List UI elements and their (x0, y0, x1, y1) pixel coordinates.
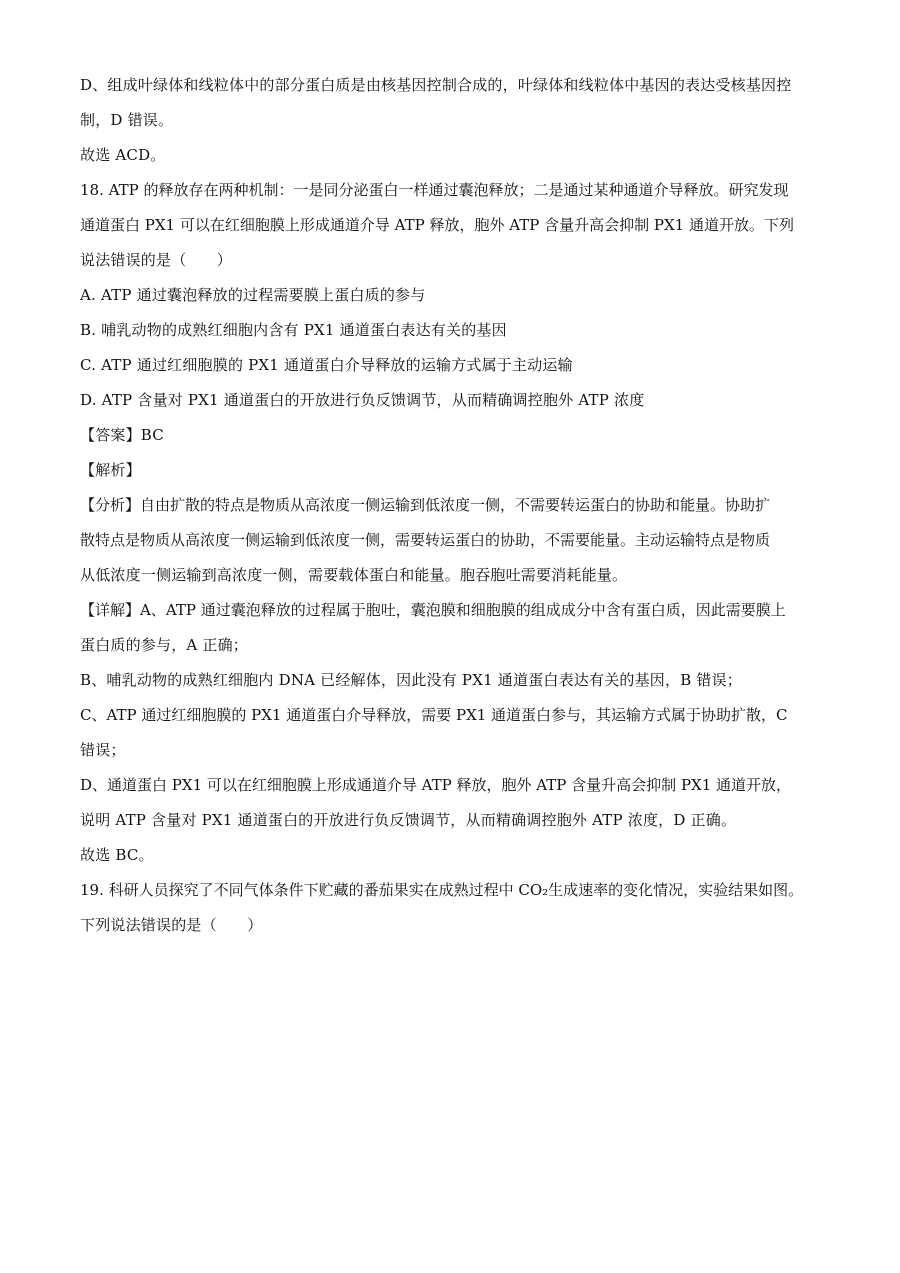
q18-xiangjie-a-line2: 蛋白质的参与，A 正确； (80, 636, 249, 654)
q18-xiangjie-d-line1: D、通道蛋白 PX1 可以在红细胞膜上形成通道介导 ATP 释放，胞外 ATP 含量升高会抑制 PX1 通道开放， (80, 776, 792, 794)
prev-option-d-line1: D、组成叶绿体和线粒体中的部分蛋白质是由核基因控制合成的，叶绿体和线粒体中基因的表达受核基因控 (80, 76, 792, 94)
q18-fenxi-line1: 【分析】自由扩散的特点是物质从高浓度一侧运输到低浓度一侧，不需要转运蛋白的协助和能量。协助扩 (80, 496, 771, 514)
document-page (80, 68, 840, 1263)
q18-conclusion: 故选 BC。 (80, 846, 154, 864)
q18-fenxi-line2: 散特点是物质从高浓度一侧运输到低浓度一侧，需要转运蛋白的协助，不需要能量。主动运输特点是物质 (80, 531, 771, 549)
q18-option-c: C. ATP 通过红细胞膜的 PX1 通道蛋白介导释放的运输方式属于主动运输 (80, 356, 573, 374)
q18-analysis-label: 【解析】 (80, 461, 141, 479)
q18-option-b: B. 哺乳动物的成熟红细胞内含有 PX1 通道蛋白表达有关的基因 (80, 321, 507, 339)
q18-xiangjie-a-line1: 【详解】A、ATP 通过囊泡释放的过程属于胞吐，囊泡膜和细胞膜的组成成分中含有蛋白质，因此需要膜上 (80, 601, 786, 619)
q18-answer: 【答案】BC (80, 426, 164, 444)
blank-area (80, 943, 840, 1263)
q18-stem-line1: 18. ATP 的释放存在两种机制：一是同分泌蛋白一样通过囊泡释放；二是通过某种通道介导释放。研究发现 (80, 181, 789, 199)
q18-xiangjie-c-line2: 错误； (80, 741, 126, 759)
q19-stem-line1: 19. 科研人员探究了不同气体条件下贮藏的番茄果实在成熟过程中 CO₂生成速率的变化情况，实验结果如图。 (80, 881, 804, 899)
q18-xiangjie-b: B、哺乳动物的成熟红细胞内 DNA 已经解体，因此没有 PX1 通道蛋白表达有关的基因，B 错误； (80, 671, 742, 689)
q19-stem-line2: 下列说法错误的是（ ） (80, 916, 263, 934)
q18-option-a: A. ATP 通过囊泡释放的过程需要膜上蛋白质的参与 (80, 286, 426, 304)
q18-stem-line2: 通道蛋白 PX1 可以在红细胞膜上形成通道介导 ATP 释放，胞外 ATP 含量升高会抑制 PX1 通道开放。下列 (80, 216, 794, 234)
q18-xiangjie-d-line2: 说明 ATP 含量对 PX1 通道蛋白的开放进行负反馈调节，从而精确调控胞外 ATP 浓度，D 正确。 (80, 811, 737, 829)
prev-option-d-line2: 制，D 错误。 (80, 111, 174, 129)
q18-option-d: D. ATP 含量对 PX1 通道蛋白的开放进行负反馈调节，从而精确调控胞外 ATP 浓度 (80, 391, 645, 409)
prev-conclusion: 故选 ACD。 (80, 146, 166, 164)
q18-xiangjie-c-line1: C、ATP 通过红细胞膜的 PX1 通道蛋白介导释放，需要 PX1 通道蛋白参与，其运输方式属于协助扩散，C (80, 706, 788, 724)
q18-stem-line3: 说法错误的是（ ） (80, 251, 233, 269)
q18-fenxi-line3: 从低浓度一侧运输到高浓度一侧，需要载体蛋白和能量。胞吞胞吐需要消耗能量。 (80, 566, 628, 584)
